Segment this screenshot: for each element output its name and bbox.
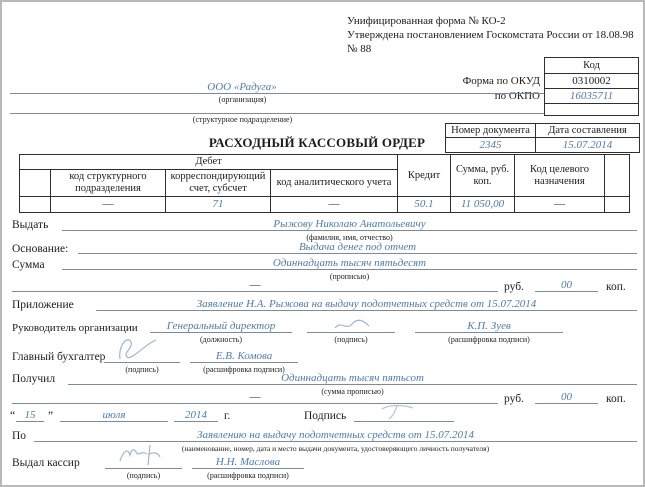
cell-blank-right[interactable] (605, 197, 630, 213)
amount-value: Одиннадцать тысяч пятьдесят (272, 257, 427, 269)
cashier-signature-caption: (подпись) (126, 471, 161, 480)
cell-credit[interactable]: 50.1 (398, 197, 451, 213)
issue-label: Выдать (12, 219, 49, 231)
head-name-field[interactable] (415, 319, 563, 333)
issue-value: Рыжову Николаю Анатольевичу (273, 218, 426, 230)
date-open-quote: “ (10, 410, 16, 422)
form-note-line3: № 88 (347, 43, 372, 55)
issue-field[interactable] (62, 217, 637, 231)
head-position-field[interactable] (150, 319, 292, 333)
cashier-name-value: Н.Н. Маслова (215, 456, 281, 468)
cell-struct-code[interactable]: — (51, 197, 166, 213)
accounting-table (19, 154, 630, 213)
attachment-value: Заявление Н.А. Рыжова на выдачу подотчетных средств от 15.07.2014 (196, 298, 537, 310)
amount-continuation-field[interactable] (12, 278, 498, 292)
cell-corr-account[interactable]: 71 (166, 197, 271, 213)
date-close-quote: ” (48, 410, 54, 422)
head-signature-icon (332, 318, 372, 333)
amount-dash: — (249, 279, 261, 291)
date-year-value: 2014 (185, 409, 207, 421)
amount-caption: (прописью) (329, 272, 370, 281)
table-row (20, 197, 630, 213)
received-field[interactable] (68, 371, 637, 385)
date-month-field[interactable] (60, 408, 168, 422)
cell-analytic-code[interactable]: — (271, 197, 398, 213)
basis-value: Выдача денег под отчет (298, 241, 417, 253)
sum-header: Сумма, руб. коп. (451, 155, 515, 197)
by-field[interactable] (34, 428, 637, 442)
analytic-code-header: код аналитического учета (271, 170, 398, 197)
by-caption: (наименование, номер, дата и место выдачи документа, удостоверяющего личность получателя) (181, 444, 490, 453)
cell-purpose[interactable]: — (515, 197, 605, 213)
received-caption: (сумма прописью) (321, 387, 384, 396)
head-position-value: Генеральный директор (166, 320, 276, 332)
kopeck-value-2: 00 (561, 391, 572, 403)
organization-value: ООО «Радуга» (207, 81, 277, 93)
date-year-suffix: г. (224, 410, 231, 422)
debit-header: Дебет (20, 155, 398, 170)
struct-code-header: код структурного подразделения (51, 170, 166, 197)
subdivision-field[interactable] (10, 100, 544, 114)
date-day-field[interactable] (16, 408, 44, 422)
doc-date-value[interactable]: 15.07.2014 (536, 138, 640, 153)
form-note-line1: Унифицированная форма № КО-2 (347, 15, 506, 27)
code-box-empty-cell[interactable] (545, 104, 639, 116)
code-box-header: Код (545, 58, 639, 74)
amount-label: Сумма (12, 259, 45, 271)
accountant-name-field[interactable] (190, 349, 298, 363)
date-month-value: июля (102, 409, 126, 421)
head-signature-caption: (подпись) (334, 335, 368, 344)
doc-number-label: Номер документа (446, 124, 536, 138)
rub-label-1: руб. (504, 281, 524, 293)
kop-label-1: коп. (606, 281, 626, 293)
basis-label: Основание: (12, 243, 69, 255)
subdivision-caption: (структурное подразделение) (192, 115, 293, 124)
cell-blank-left[interactable] (20, 197, 51, 213)
accountant-name-caption: (расшифровка подписи) (203, 365, 285, 374)
okpo-code-value[interactable]: 16035711 (545, 89, 639, 104)
corr-account-header: корреспондирующий счет, субсчет (166, 170, 271, 197)
by-value: Заявлению на выдачу подотчетных средств от 15.07.2014 (197, 429, 474, 441)
cashier-name-caption: (расшифровка подписи) (207, 471, 289, 480)
okud-label: Форма по ОКУД (462, 75, 540, 87)
head-label: Руководитель организации (12, 322, 138, 334)
accountant-name-value: Е.В. Комова (215, 350, 273, 362)
cashier-label: Выдал кассир (12, 457, 80, 469)
page-title: РАСХОДНЫЙ КАССОВЫЙ ОРДЕР (208, 135, 426, 150)
cell-sum[interactable]: 11 050,00 (451, 197, 515, 213)
accountant-signature-icon (114, 333, 160, 361)
accountant-label: Главный бухгалтер (12, 351, 106, 363)
form-note-line2: Утверждена постановлением Госкомстата России от 18.08.98 (347, 29, 634, 41)
head-name-caption: (расшифровка подписи) (448, 335, 530, 344)
by-label: По (12, 430, 27, 442)
kopeck-value-1: 00 (561, 279, 572, 291)
purpose-code-header: Код целевого назначения (515, 155, 605, 197)
cashier-name-field[interactable] (192, 455, 304, 469)
received-value: Одиннадцать тысяч пятьсот (281, 372, 424, 384)
organization-caption: (организация) (218, 95, 267, 104)
blank-header (605, 155, 630, 197)
received-continuation-field[interactable] (12, 390, 498, 404)
accountant-signature-caption: (подпись) (125, 365, 159, 374)
issue-caption: (фамилия, имя, отчество) (306, 233, 393, 242)
cashier-signature-icon (117, 441, 163, 467)
credit-header: Кредит (398, 155, 451, 197)
amount-field[interactable] (62, 256, 637, 270)
head-name-value: К.П. Зуев (467, 320, 511, 332)
receiver-signature-label: Подпись (304, 410, 347, 422)
head-position-caption: (должность) (200, 335, 242, 344)
okpo-label: по ОКПО (494, 90, 540, 102)
date-year-field[interactable] (174, 408, 218, 422)
received-label: Получил (12, 373, 56, 385)
receiver-signature-icon (380, 401, 416, 421)
basis-field[interactable] (78, 240, 637, 254)
kop-label-2: коп. (606, 393, 626, 405)
attachment-label: Приложение (12, 299, 74, 311)
okud-code-value[interactable]: 0310002 (545, 74, 639, 89)
kopeck-field-1[interactable] (535, 278, 598, 292)
code-box-table (544, 57, 639, 116)
received-dash: — (249, 391, 261, 403)
date-day-value: 15 (24, 409, 36, 421)
form-approval-note (347, 14, 639, 56)
organization-field[interactable] (10, 80, 544, 94)
doc-number-value[interactable]: 2345 (446, 138, 536, 153)
rub-label-2: руб. (504, 393, 524, 405)
kopeck-field-2[interactable] (535, 390, 598, 404)
attachment-field[interactable] (96, 297, 637, 311)
debit-sub-blank (20, 170, 51, 197)
doc-date-label: Дата составления (536, 124, 640, 138)
